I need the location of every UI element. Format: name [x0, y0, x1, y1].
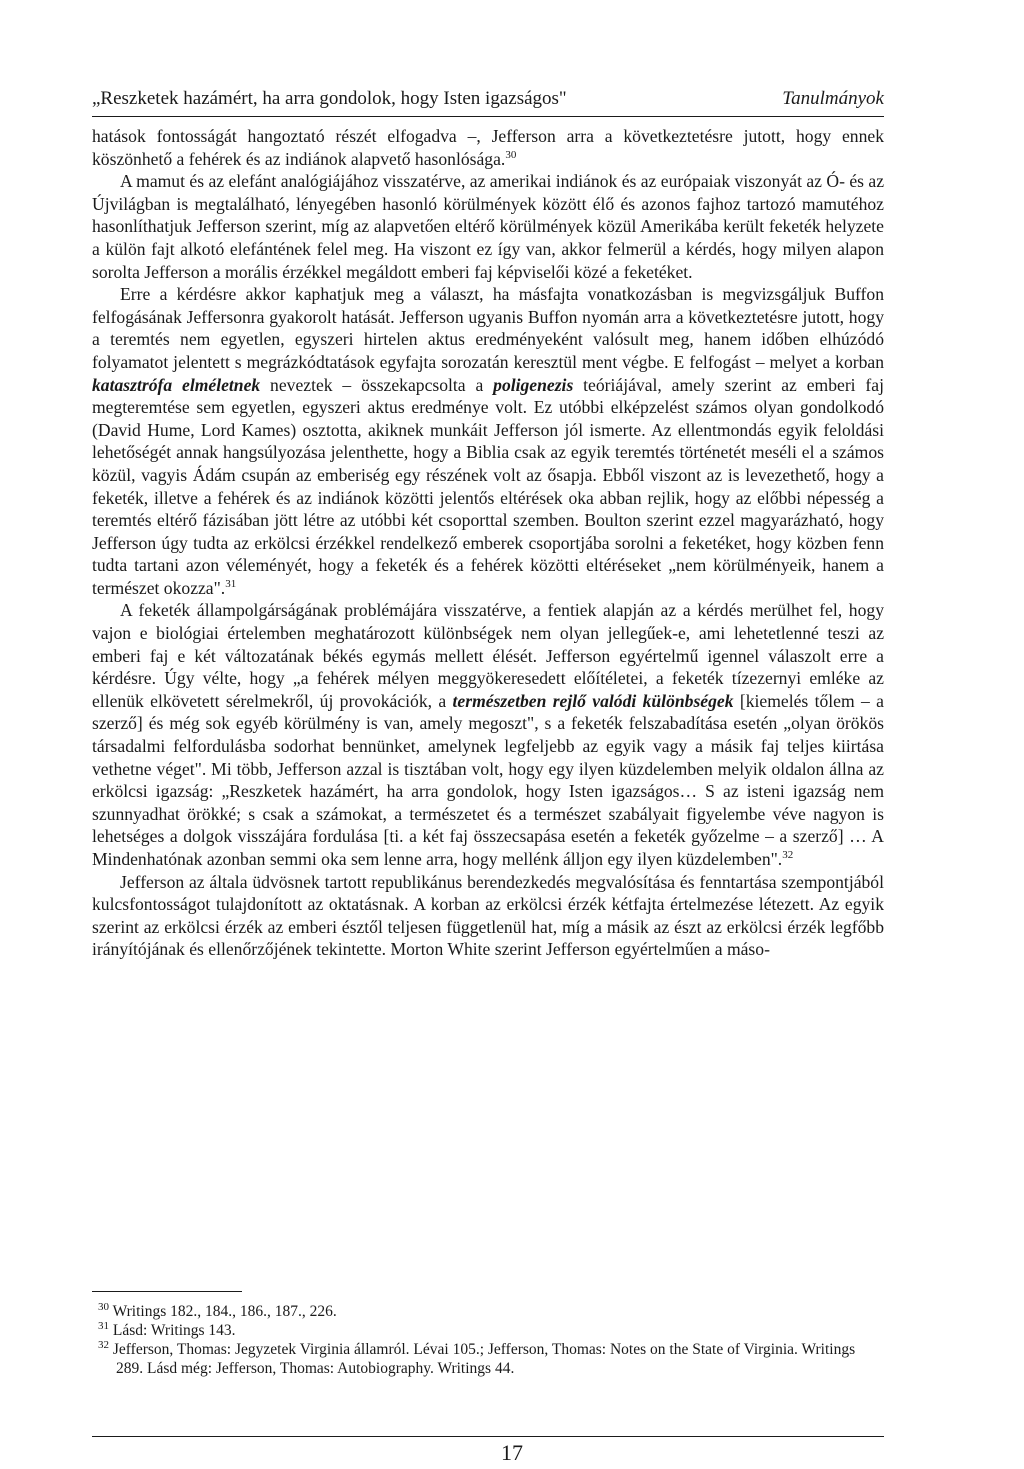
paragraph-2 — [92, 170, 884, 283]
page-number: 17 — [501, 1440, 523, 1465]
emphasis-kulonbsegek: természetben rejlő valódi különbségek — [452, 690, 734, 711]
running-head-section: Tanulmányok — [782, 88, 884, 109]
footnote-31 — [92, 1321, 884, 1340]
footnote-number: 32 — [98, 1338, 109, 1351]
footnote-number: 30 — [98, 1300, 109, 1313]
emphasis-poligenezis: poligenezis — [493, 374, 574, 395]
paragraph-2-text: A mamut és az elefánt analógiájához visszatérve, az amerikai indiánok és az európaiak viszonyát az Ó- és az Újvilágban is megtalálható, lényegében hasonló körülmények között élő és azonos fajhoz tartozó mamutéhoz hasonlíthatjuk Jefferson szerint, míg az alapvetően eltérő körülmények közül Amerikába került feketék helyzete a külön fajt alkotó elefántének felel meg. Ha viszont ez így van, akkor felmerül a kérdés, hogy milyen alapon sorolta Jefferson a morális érzékkel megáldott emberi faj képviselői közé a feketéket. — [92, 171, 885, 282]
paragraph-3-text-a: Erre a kérdésre akkor kaphatjuk meg a választ, ha másfajta vonatkozásban is megvizsgáljuk Buffon felfogásának Jeffersonra gyakorolt hatását. Jefferson ugyanis Buffon nyomán arra a következtetésre jutott, hogy a teremtés nem egyetlen, egyszeri hirtelen aktus eredményeként valósult meg, hanem időben elhúzódó folyamatot jelentett s megrázkódtatások egyfajta sorozatán keresztül ment végbe. E felfogást – melyet a korban — [92, 284, 884, 372]
paragraph-3 — [92, 283, 884, 599]
footnote-32 — [92, 1340, 884, 1378]
paragraph-4-text-a: A feketék állampolgárságának problémájára visszatérve, a fentiek alapján az a kérdés merülhet fel, hogy vajon e biológiai értelemben meghatározott különbségek nem olyan jellegűek-e, ami lehetetlenné teszi az emberi faj e két változatának békés egymás mellett élését. Jefferson egyértelmű igennel válaszolt erre a kérdésre. Úgy vélte, hogy „a fehérek mélyen meggyökeresedett előítéletei, a feketék tízezernyi emléke az ellenük elkövetett sérelmekről, új provokációk, a — [92, 600, 884, 711]
running-head — [92, 88, 884, 117]
emphasis-katasztrofa: katasztrófa elméletnek — [92, 374, 261, 395]
footnote-number: 31 — [98, 1319, 109, 1332]
footnote-ref-30: 30 — [505, 148, 517, 161]
footnote-text: Lásd: Writings 143. — [112, 1322, 236, 1339]
paragraph-5-text: Jefferson az általa üdvösnek tartott republikánus berendezkedés megvalósítása és fenntartása szempontjából kulcsfontosságot tulajdonított az oktatásnak. A korban az erkölcsi érzék kétfajta értelmezése létezett. Az egyik szerint az erkölcsi érzék az emberi észtől teljesen függetlenül hat, míg a másik az észt az erkölcsi érzék legfőbb irányítójának és ellenőrzőjének tekintette. Morton White szerint Jefferson egyértelműen a máso- — [92, 871, 884, 960]
paragraph-4 — [92, 599, 884, 870]
footnote-divider — [92, 1291, 242, 1292]
paragraph-1-text: hatások fontosságát hangoztató részét elfogadva –, Jefferson arra a következtetésre jutott, hogy ennek köszönhető a fehérek és az indiánok alapvető hasonlósága. — [92, 126, 884, 169]
footnote-30 — [92, 1302, 884, 1321]
paragraph-3-text-b: neveztek – összekapcsolta a — [260, 374, 494, 395]
body-text — [92, 125, 884, 961]
page-bottom-divider — [92, 1436, 884, 1437]
paragraph-4-text-b: [kiemelés tőlem – a szerző] és még sok egyéb körülmény is van, amely megoszt", s a feketék felszabadítása esetén „olyan örökös társadalmi felfordulásba sodorhat bennünket, amelynek legfeljebb az egyik vagy a másik faj teljes kiirtása vethetne véget". Mi több, Jefferson azzal is tisztában volt, hogy egy ilyen küzdelemben melyik oldalon állna az erkölcsi igazság: „Reszketek hazámért, ha arra gondolok, hogy Isten igazságos… S az isteni igazság nem szunnyadhat örökké; s csak a számokat, a természetet és a természet szabályait figyelembe véve nagyon is lehetséges a dolgok visszájára fordulása [ti. a két faj összecsapása esetén a feketék győzelme – a szerző] … A Mindenhatónak azonban semmi oka sem lenne arra, hogy mellénk álljon egy ilyen küzdelemben". — [92, 690, 884, 869]
footnote-text: Writings 182., 184., 186., 187., 226. — [112, 1303, 337, 1320]
paragraph-3-text-c: teóriájával, amely szerint az emberi faj megteremtése sem egyetlen, egyszeri aktus eredménye volt. Ez utóbbi elképzelést számos olyan gondolkodó (David Hume, Lord Kames) osztotta, akiknek munkáit Jefferson jól ismerte. Az ellentmondás egyik feloldási lehetőségét annak hangsúlyozása jelenthette, hogy a Biblia csak az egyik teremtés történetét meséli el a számos közül, vagyis Ádám csupán az emberiség egy részének volt az ősapja. Ebből viszont az is levezethető, hogy a feketék, illetve a fehérek és az indiánok közötti jelentős eltérések oka abban rejlik, hogy az előbbi népesség a teremtés eltérő fázisában jött létre az utóbbi két csoporttal szemben. Boulton szerint ezzel magyarázható, hogy Jefferson úgy tudta az erkölcsi érzékkel rendelkező emberek csoportjába sorolni a feketéket, hogy közben fenn tudta tartani azon véleményét, hogy a feketék és a fehérek közötti eltéréseket „nem körülményeik, hanem a természet okozza". — [92, 374, 884, 598]
footnote-ref-31: 31 — [225, 578, 237, 591]
paragraph-1 — [92, 125, 884, 170]
footnote-text: Jefferson, Thomas: Jegyzetek Virginia államról. Lévai 105.; Jefferson, Thomas: Notes on the State of Virginia. Writings 289. Lásd még: Jefferson, Thomas: Autobiography. Writings 44. — [112, 1341, 856, 1377]
footnotes — [92, 1302, 884, 1378]
page — [92, 88, 884, 961]
footnote-ref-32: 32 — [782, 849, 794, 862]
running-head-title: „Reszketek hazámért, ha arra gondolok, hogy Isten igazságos" — [92, 88, 567, 109]
paragraph-5 — [92, 871, 884, 961]
